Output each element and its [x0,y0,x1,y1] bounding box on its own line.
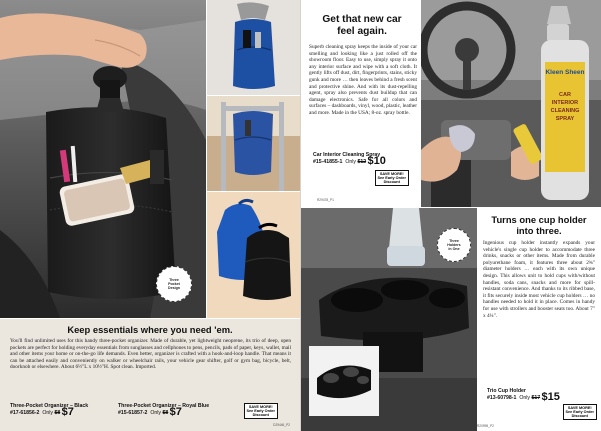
cupholder-stamp-line2: Holders [447,243,461,247]
stamp-text-line2: Pocket [168,282,180,286]
stamp-text-line1: Three [169,278,179,282]
bottle-label-line2: INTERIOR [551,100,579,106]
product-blue [118,403,236,417]
spray-save-line2: See Early Order [377,175,406,180]
bottle-label-line1: CAR [559,92,571,98]
spray-headline-line2: feel again. [337,26,387,37]
cupholder-sku: #13-60798-1 [487,395,517,402]
spray-headline-line1: Get that new car [322,14,402,25]
spray-save-line3: Discount [383,179,400,184]
product-black-old-price: $8 [54,410,61,417]
save-badge-line2: See Early Order [246,408,275,413]
organizer-copy-panel [0,319,300,431]
cupholder-price: $15 [541,391,560,404]
cupholder-headline-line1: Turns one cup holder [491,214,587,225]
bottle-brand-text: Kleen Sheen [545,69,585,76]
organizer-walker-illustration [207,96,300,191]
product-blue-price: $7 [169,406,182,419]
cupholder-old-price: $17 [531,395,541,402]
cupholder-product-name: Trio Cup Holder [487,388,526,394]
organizer-colors-illustration [207,192,300,318]
bottle-label-line4: SPRAY [555,116,575,122]
organizer-gearshift-photo [0,0,206,318]
spray-product [313,152,419,166]
spray-save-more-badge [375,170,409,186]
product-black-price: $7 [61,406,74,419]
cupholder-headline [479,214,599,236]
spray-price: $10 [367,155,386,168]
cupholder-only: Only [519,395,530,402]
spray-headline [305,14,419,38]
right-page [301,0,601,431]
cupholder-save-line1: SAVE MORE! [567,405,592,410]
cupholder-save-more-badge [563,404,597,420]
cupholder-stamp-line3: in One [448,247,460,251]
organizer-hook-photo [207,0,300,95]
stamp-text-line3: Design [168,286,180,290]
cupholder-photo [301,208,477,431]
organizer-save-more-badge [244,403,278,419]
spray-page-code: R29478_P1 [317,198,334,202]
organizer-walker-photo [207,96,300,191]
save-badge-line3: Discount [252,412,269,417]
product-blue-sku: #15-61857-2 [118,410,148,417]
product-black-sku: #17-61856-2 [10,410,40,417]
product-black-name: Three-Pocket Organizer – Black [10,403,89,409]
bottle-label-line3: CLEANING [550,108,580,114]
cupholder-headline-line2: into three. [516,225,562,236]
organizer-description: You'll find unlimited uses for this handy three-pocket organizer. Made of durable, yet lightweight neoprene, its trio of deep, open pockets are perfect for holding everyday essentials from sunglasses and cellphones to pens, pencils, pads of paper, keys, wallet, mail and other items your home or on-the-go life demands. Even better, organizer is crafted with a hook-and-loop handle. That means it can be attached easily and conveniently on walker or wheelchair rails, your vehicle gear shifter, golf or gym bag, bicycle, belt, doorknob or elsewhere. About 6½"L x 10½"H. Spot clean. Imported. [10,338,291,371]
save-badge-line1: SAVE MORE! [248,404,273,409]
cupholder-description: Ingenious cup holder instantly expands your vehicle's single cup holder to accommodate three drinks, snacks or other items. Made from durable polyurethane foam, it features three about 2¾" diameter holders … each with its own unique design. This allows unit to hold cups with/without handles, soda cans, snacks and more for spill-resistant convenience. And thanks to its ribbed base, it fits securely inside most vehicle cup holders … no handles needed to hold it in place. Comes in handy for use with strollers and booster seats too. About 7" x 4¼". [483,240,595,319]
product-blue-name: Three-Pocket Organizer – Royal Blue [118,403,210,409]
left-page-code: D29446_P2 [273,423,290,427]
spray-save-line1: SAVE MORE! [379,171,404,176]
cupholder-page-code: R20995_P2 [477,424,494,428]
organizer-headline: Keep essentials where you need 'em. [67,324,233,335]
cupholder-stamp-line1: Three [449,239,459,243]
spray-only: Only [345,159,356,166]
organizer-colors-photo [207,192,300,318]
product-black [10,403,118,417]
product-blue-only: Only [150,410,161,417]
product-black-only: Only [42,410,53,417]
spray-dashboard-illustration [421,0,601,207]
spray-photo [421,0,601,207]
spray-sku: #15-41855-1 [313,159,343,166]
three-holders-stamp [437,228,471,262]
spray-old-price: $12 [357,159,367,166]
cupholder-save-line3: Discount [571,413,588,418]
spray-description: Superb cleaning spray keeps the inside of your car smelling and looking like a just rolled off the showroom floor. Easy to use, simply spray it onto any interior surface and wipe with a soft cloth. It gently lifts off dust, dirt, fingerprints, stains, sticky gunk and more … then leaves behind a fresh scent and protective shine. And with its dust-repelling agent, spray also prevents dust buildup that can damage electronics. Safe for all colors and surfaces – dashboards, vinyl, wood, plastic, leather and more. Made in the USA; 8-oz. spray bottle. [309,44,417,116]
cupholder-product [487,388,597,402]
left-page [0,0,300,431]
organizer-hook-illustration [207,0,300,95]
product-blue-old-price: $8 [162,410,169,417]
three-pocket-design-stamp [156,266,192,302]
spray-product-name: Car Interior Cleaning Spray [313,152,381,158]
cupholder-save-line2: See Early Order [565,409,594,414]
